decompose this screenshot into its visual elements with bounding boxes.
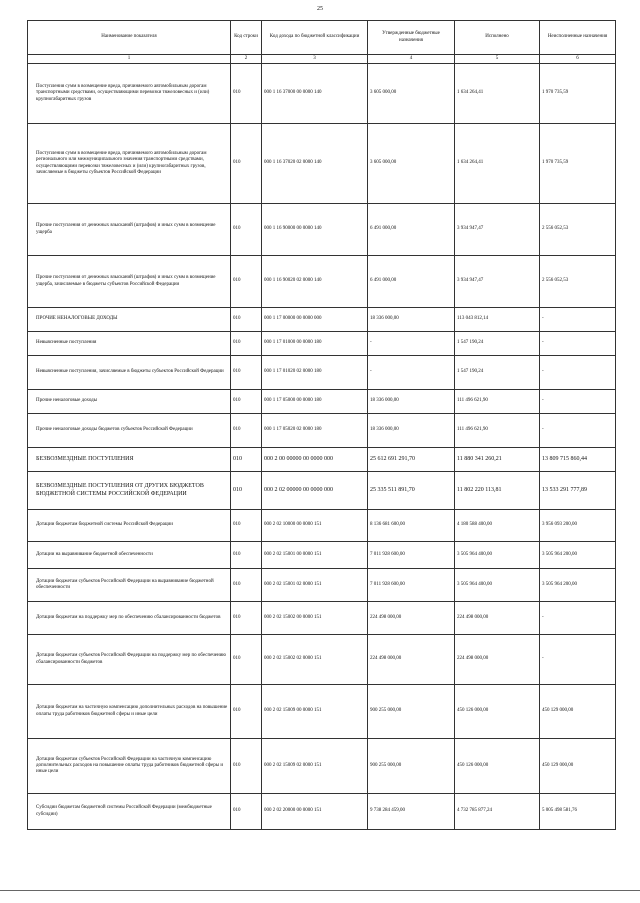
row-approved: 7 011 928 600,00 <box>368 542 455 569</box>
row-executed: 113 043 812,14 <box>455 308 540 332</box>
row-income-code: 000 1 17 01000 00 0000 180 <box>262 332 368 356</box>
column-number: 1 <box>28 55 231 64</box>
row-approved: - <box>368 356 455 390</box>
row-name: БЕЗВОЗМЕЗДНЫЕ ПОСТУПЛЕНИЯ ОТ ДРУГИХ БЮДЖЕТОВ БЮДЖЕТНОЙ СИСТЕМЫ РОССИЙСКОЙ ФЕДЕРАЦИИ <box>28 472 231 510</box>
row-income-code: 000 1 16 37020 02 0000 140 <box>262 124 368 204</box>
row-approved: 900 255 000,00 <box>368 739 455 794</box>
row-approved: 224 498 000,00 <box>368 602 455 635</box>
row-executed: 3 934 947,47 <box>455 204 540 256</box>
table-row <box>28 569 616 602</box>
table-row <box>28 390 616 414</box>
row-approved: 224 498 000,00 <box>368 635 455 685</box>
row-unexecuted: 3 505 964 200,00 <box>540 569 616 602</box>
header-unexecuted: Неисполненные назначения <box>540 21 616 55</box>
row-line-code: 010 <box>231 448 262 472</box>
row-executed: 3 934 947,47 <box>455 256 540 308</box>
row-line-code: 010 <box>231 204 262 256</box>
row-name: БЕЗВОЗМЕЗДНЫЕ ПОСТУПЛЕНИЯ <box>28 448 231 472</box>
row-name: Дотации бюджетам на поддержку мер по обеспечению сбалансированности бюджетов <box>28 602 231 635</box>
row-executed: 3 505 964 400,00 <box>455 569 540 602</box>
row-line-code: 010 <box>231 685 262 739</box>
row-approved: 8 136 681 600,00 <box>368 510 455 542</box>
row-executed: 4 180 588 400,00 <box>455 510 540 542</box>
row-unexecuted: - <box>540 635 616 685</box>
column-number: 5 <box>455 55 540 64</box>
table-row <box>28 635 616 685</box>
row-executed: 450 126 000,00 <box>455 739 540 794</box>
row-executed: 1 634 264,41 <box>455 64 540 124</box>
row-approved: 25 612 691 291,70 <box>368 448 455 472</box>
row-approved: 900 255 000,00 <box>368 685 455 739</box>
header-name: Наименование показателя <box>28 21 231 55</box>
row-name: Дотации бюджетам на частичную компенсацию дополнительных расходов на повышение оплаты труда работников бюджетной сферы и иные цели <box>28 685 231 739</box>
row-approved: 6 491 000,00 <box>368 256 455 308</box>
row-unexecuted: 13 809 715 860,44 <box>540 448 616 472</box>
row-unexecuted: 2 556 052,53 <box>540 256 616 308</box>
row-name: Субсидии бюджетам бюджетной системы Российской Федерации (межбюджетные субсидии) <box>28 794 231 830</box>
table-row <box>28 64 616 124</box>
row-executed: 1 547 190,24 <box>455 356 540 390</box>
row-income-code: 000 1 17 05000 00 0000 180 <box>262 390 368 414</box>
row-executed: 1 634 264,41 <box>455 124 540 204</box>
row-executed: 111 496 621,90 <box>455 390 540 414</box>
row-name: Прочие поступления от денежных взысканий (штрафов) и иных сумм в возмещение ущерба, зачисляемые в бюджеты субъектов Российской Федерации <box>28 256 231 308</box>
row-executed: 224 498 000,00 <box>455 635 540 685</box>
row-approved: 9 738 284 459,00 <box>368 794 455 830</box>
row-name: Дотации бюджетам субъектов Российской Федерации на выравнивание бюджетной обеспеченности <box>28 569 231 602</box>
row-income-code: 000 2 02 15009 02 0000 151 <box>262 739 368 794</box>
row-line-code: 010 <box>231 794 262 830</box>
row-name: Прочие неналоговые доходы бюджетов субъектов Российской Федерации <box>28 414 231 448</box>
row-income-code: 000 1 16 90020 02 0000 140 <box>262 256 368 308</box>
row-approved: 6 491 000,00 <box>368 204 455 256</box>
row-income-code: 000 2 02 15002 00 0000 151 <box>262 602 368 635</box>
row-unexecuted: - <box>540 356 616 390</box>
header-line-code: Код строки <box>231 21 262 55</box>
row-income-code: 000 2 02 15001 02 0000 151 <box>262 569 368 602</box>
row-unexecuted: - <box>540 414 616 448</box>
row-income-code: 000 1 16 37000 00 0000 140 <box>262 64 368 124</box>
row-income-code: 000 1 16 90000 00 0000 140 <box>262 204 368 256</box>
row-name: Поступления сумм в возмещение вреда, причиняемого автомобильным дорогам регионального или межмуниципального значения транспортными средствами, осуществляющими перевозки тяжеловесных и (или) крупногабаритных грузов, зачисляемые в бюджеты субъектов Российской Федерации <box>28 124 231 204</box>
row-income-code: 000 2 02 20000 00 0000 151 <box>262 794 368 830</box>
row-line-code: 010 <box>231 256 262 308</box>
row-line-code: 010 <box>231 356 262 390</box>
row-executed: 11 880 341 260,21 <box>455 448 540 472</box>
row-approved: 3 605 000,00 <box>368 64 455 124</box>
table-row <box>28 510 616 542</box>
row-income-code: 000 2 02 15009 00 0000 151 <box>262 685 368 739</box>
row-approved: 25 335 511 891,70 <box>368 472 455 510</box>
row-unexecuted: 3 956 093 200,00 <box>540 510 616 542</box>
row-name: ПРОЧИЕ НЕНАЛОГОВЫЕ ДОХОДЫ <box>28 308 231 332</box>
column-number: 6 <box>540 55 616 64</box>
column-number: 2 <box>231 55 262 64</box>
row-unexecuted: 450 129 000,00 <box>540 685 616 739</box>
row-income-code: 000 1 17 05020 02 0000 180 <box>262 414 368 448</box>
row-line-code: 010 <box>231 739 262 794</box>
row-name: Невыясненные поступления, зачисляемые в бюджеты субъектов Российской Федерации <box>28 356 231 390</box>
table-row <box>28 332 616 356</box>
row-line-code: 010 <box>231 332 262 356</box>
row-unexecuted: - <box>540 390 616 414</box>
row-approved: 7 011 928 600,00 <box>368 569 455 602</box>
row-unexecuted: 1 970 735,59 <box>540 124 616 204</box>
table-row <box>28 685 616 739</box>
row-unexecuted: - <box>540 602 616 635</box>
row-executed: 3 505 964 400,00 <box>455 542 540 569</box>
row-unexecuted: 450 129 000,00 <box>540 739 616 794</box>
table-row <box>28 124 616 204</box>
row-unexecuted: 1 970 735,59 <box>540 64 616 124</box>
header-executed: Исполнено <box>455 21 540 55</box>
row-unexecuted: - <box>540 332 616 356</box>
table-row <box>28 739 616 794</box>
row-executed: 224 498 000,00 <box>455 602 540 635</box>
row-name: Дотации бюджетам субъектов Российской Федерации на частичную компенсацию дополнительных расходов на повышение оплаты труда работников бюджетной сферы и иные цели <box>28 739 231 794</box>
row-unexecuted: 2 556 052,53 <box>540 204 616 256</box>
table-row <box>28 356 616 390</box>
row-income-code: 000 1 17 00000 00 0000 000 <box>262 308 368 332</box>
row-income-code: 000 2 00 00000 00 0000 000 <box>262 448 368 472</box>
column-number: 3 <box>262 55 368 64</box>
table-row <box>28 472 616 510</box>
row-line-code: 010 <box>231 64 262 124</box>
row-income-code: 000 1 17 01020 02 0000 180 <box>262 356 368 390</box>
header-income-code: Код дохода по бюджетной классификации <box>262 21 368 55</box>
row-approved: - <box>368 332 455 356</box>
row-line-code: 010 <box>231 124 262 204</box>
row-name: Дотации бюджетам бюджетной системы Российской Федерации <box>28 510 231 542</box>
table-row <box>28 414 616 448</box>
row-line-code: 010 <box>231 602 262 635</box>
row-unexecuted: 3 505 964 200,00 <box>540 542 616 569</box>
row-executed: 111 496 621,90 <box>455 414 540 448</box>
row-income-code: 000 2 02 15002 02 0000 151 <box>262 635 368 685</box>
row-executed: 1 547 190,24 <box>455 332 540 356</box>
header-approved: Утвержденные бюджетные назначения <box>368 21 455 55</box>
table-row <box>28 448 616 472</box>
table-row <box>28 308 616 332</box>
column-number: 4 <box>368 55 455 64</box>
row-unexecuted: 5 005 498 581,76 <box>540 794 616 830</box>
row-approved: 18 336 000,00 <box>368 414 455 448</box>
table-row <box>28 204 616 256</box>
row-line-code: 010 <box>231 542 262 569</box>
row-line-code: 010 <box>231 308 262 332</box>
table-row <box>28 602 616 635</box>
row-income-code: 000 2 02 10000 00 0000 151 <box>262 510 368 542</box>
budget-execution-table <box>27 20 616 830</box>
row-name: Дотации бюджетам субъектов Российской Федерации на поддержку мер по обеспечению сбалансированности бюджетов <box>28 635 231 685</box>
row-unexecuted: - <box>540 308 616 332</box>
row-name: Прочие поступления от денежных взысканий (штрафов) и иных сумм в возмещение ущерба <box>28 204 231 256</box>
page-bottom-rule <box>0 890 640 891</box>
row-name: Прочие неналоговые доходы <box>28 390 231 414</box>
page-number: 25 <box>317 6 323 12</box>
row-line-code: 010 <box>231 414 262 448</box>
row-executed: 4 732 785 877,24 <box>455 794 540 830</box>
table-row <box>28 542 616 569</box>
header-row <box>28 21 616 55</box>
row-approved: 18 336 000,00 <box>368 308 455 332</box>
row-income-code: 000 2 02 15001 00 0000 151 <box>262 542 368 569</box>
row-line-code: 010 <box>231 390 262 414</box>
row-line-code: 010 <box>231 472 262 510</box>
row-name: Поступления сумм в возмещение вреда, причиняемого автомобильным дорогам транспортными средствами, осуществляющими перевозки тяжеловесных и (или) крупногабаритных грузов <box>28 64 231 124</box>
table-row <box>28 794 616 830</box>
row-executed: 450 126 000,00 <box>455 685 540 739</box>
row-line-code: 010 <box>231 510 262 542</box>
row-executed: 11 802 220 113,81 <box>455 472 540 510</box>
table-row <box>28 256 616 308</box>
column-number-row <box>28 55 616 64</box>
row-line-code: 010 <box>231 569 262 602</box>
row-approved: 18 336 000,00 <box>368 390 455 414</box>
table-body <box>28 64 616 830</box>
row-approved: 3 605 000,00 <box>368 124 455 204</box>
row-name: Дотации на выравнивание бюджетной обеспеченности <box>28 542 231 569</box>
row-unexecuted: 13 533 291 777,89 <box>540 472 616 510</box>
row-name: Невыясненные поступления <box>28 332 231 356</box>
row-line-code: 010 <box>231 635 262 685</box>
row-income-code: 000 2 02 00000 00 0000 000 <box>262 472 368 510</box>
